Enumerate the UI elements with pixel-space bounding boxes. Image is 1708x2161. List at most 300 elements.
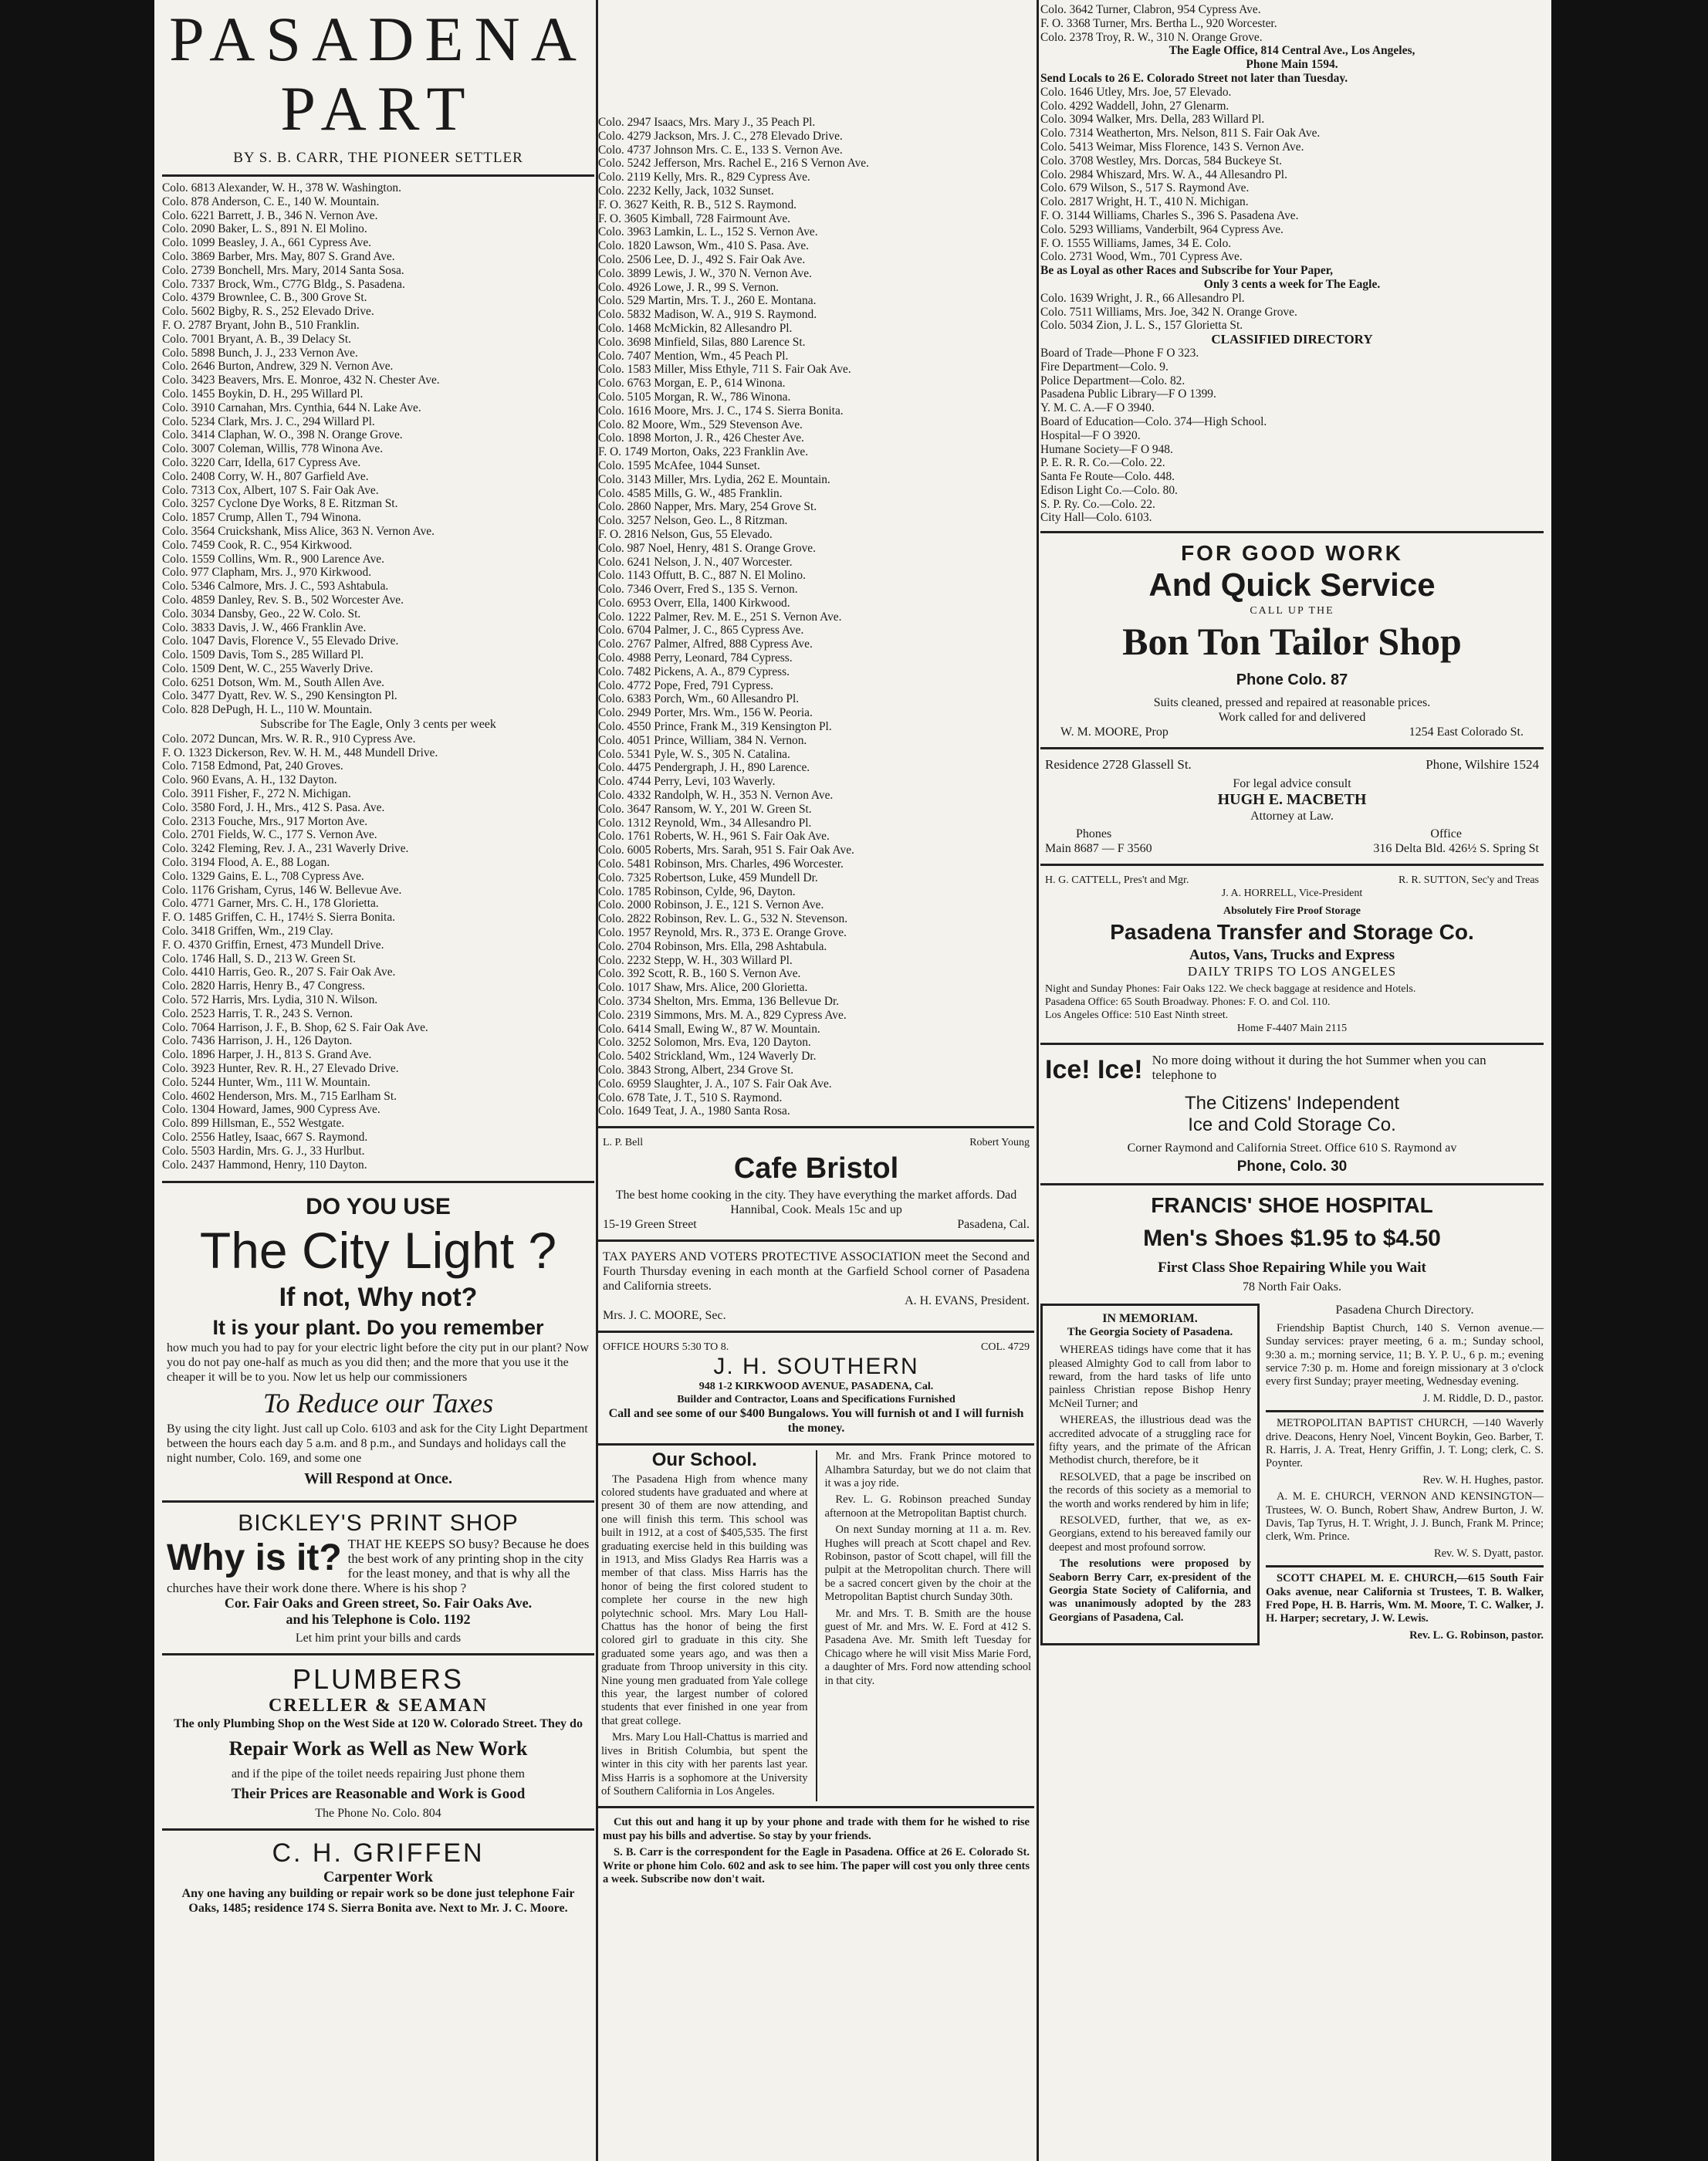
column-rule: [1037, 0, 1039, 2161]
directory-entry: Colo. 1047 Davis, Florence V., 55 Elevado Drive.: [162, 634, 399, 648]
taxpayers-notice: [598, 1246, 1034, 1326]
directory-entry: Colo. 6241 Nelson, J. N., 407 Worcester.: [598, 555, 793, 569]
directory-entry: Colo. 1595 McAfee, 1044 Sunset.: [598, 458, 760, 472]
directory-entry: Colo. 7459 Cook, R. C., 954 Kirkwood.: [162, 538, 353, 552]
griffen-ad: [162, 1835, 594, 1919]
directory-entry: Colo. 4051 Prince, William, 384 N. Vernon.: [598, 733, 807, 747]
directory-entry: Colo. 977 Clapham, Mrs. J., 970 Kirkwood.: [162, 566, 372, 580]
ad-body: Pasadena Office: 65 South Broadway. Phones: F. O. and Col. 110.: [1045, 996, 1331, 1009]
directory-entry: Colo. 1820 Lawson, Wm., 410 S. Pasa. Ave.: [598, 239, 810, 253]
directory-entry: Colo. 4772 Pope, Fred, 791 Cypress.: [598, 678, 774, 692]
directory-entry: Colo. 7325 Robertson, Luke, 459 Mundell Dr.: [598, 871, 818, 884]
directory-entry: F. O. 2787 Bryant, John B., 510 Franklin.: [162, 318, 360, 332]
ad-name: Pasadena Transfer and Storage Co.: [1110, 920, 1474, 945]
directory-entry: Colo. 392 Scott, R. B., 160 S. Vernon Ave.: [598, 967, 801, 981]
directory-entry: S. P. Ry. Co.—Colo. 22.: [1040, 497, 1155, 511]
article-paragraph: Mrs. Mary Lou Hall-Chattus is married and lives in British Columbia, but spent the winter in this city with her parents last year. Miss Harris is a sophomore at the University of Southern California in Los Angeles.: [601, 1731, 808, 1797]
directory-entry: Colo. 3007 Coleman, Willis, 778 Winona Ave.: [162, 442, 384, 456]
article-paragraph: The Pasadena High from whence many colored students have graduated and where at present 30 of them are now attending, and one will finish this term. This school was built in 1912, at a cost of $405,535. The first graduating exercise held in this building was in 1913, and Miss Gladys Rea Harris was a member of that class. Miss Harris has the honor of being the first colored student to complete her course in the new high polytechnic school. Mrs. Mary Lou Hall-Chattus has the honor of being the first colored girl to graduate in this city. She graduated some years ago, and was then a graduate from Throop university in this city. Nine young men graduated from Yale college this year, the largest number of colored students that ever finished in one year from that great college.: [601, 1473, 808, 1727]
southern-ad: [598, 1338, 1034, 1439]
directory-entry: Hospital—F O 3920.: [1040, 428, 1141, 442]
ad-name: Bon Ton Tailor Shop: [1122, 620, 1462, 664]
ad-address: Residence 2728 Glassell St.: [1045, 757, 1192, 773]
directory-entry: Colo. 2984 Whiszard, Mrs. W. A., 44 Allesandro Pl.: [1040, 167, 1287, 181]
ad-body: Call and see some of our $400 Bungalows. You will furnish ot and I will furnish the money.: [608, 1407, 1024, 1436]
ad-address: Corner Raymond and California Street. Office 610 S. Raymond av: [1127, 1141, 1457, 1155]
directory-entry: Colo. 2072 Duncan, Mrs. W. R. R., 910 Cypress Ave.: [162, 732, 416, 746]
directory-entry: Police Department—Colo. 82.: [1040, 374, 1185, 387]
directory-entry: Colo. 4475 Pendergraph, J. H., 890 Larence.: [598, 761, 810, 775]
directory-entry: Colo. 5832 Madison, W. A., 919 S. Raymond.: [598, 308, 817, 322]
ad-officer: R. R. SUTTON, Sec'y and Treas: [1399, 874, 1539, 887]
directory-entry: Colo. 2319 Simmons, Mrs. M. A., 829 Cypress Ave.: [598, 1008, 847, 1022]
ad-label: Office: [1430, 827, 1462, 841]
directory-entry: Colo. 1649 Teat, J. A., 1980 Santa Rosa.: [598, 1104, 790, 1118]
directory-entry: Colo. 2820 Harris, Henry B., 47 Congress.: [162, 979, 365, 993]
directory-entry: Colo. 3910 Carnahan, Mrs. Cynthia, 644 N. Lake Ave.: [162, 401, 421, 414]
ad-subhead: Absolutely Fire Proof Storage: [1223, 905, 1361, 918]
church-pastor: J. M. Riddle, D. D., pastor.: [1422, 1392, 1544, 1405]
church-pastor: Rev. W. S. Dyatt, pastor.: [1433, 1547, 1544, 1560]
ad-name: HUGH E. MACBETH: [1217, 791, 1367, 809]
directory-entry: Colo. 828 DePugh, H. L., 110 W. Mountain.: [162, 703, 373, 717]
loyal-note: Be as Loyal as other Races and Subscribe for Your Paper,: [1040, 264, 1334, 278]
directory-entry: Colo. 3833 Davis, J. W., 466 Franklin Ave.: [162, 621, 367, 634]
directory-list: [1040, 86, 1544, 264]
directory-list: [1040, 3, 1544, 44]
ad-address: 316 Delta Bld. 426½ S. Spring St: [1373, 842, 1539, 856]
directory-entry: F. O. 1485 Griffen, C. H., 174½ S. Sierra Bonita.: [162, 911, 396, 925]
directory-entry: Colo. 899 Hillsman, E., 552 Westgate.: [162, 1117, 345, 1131]
ad-phone: Phone, Wilshire 1524: [1426, 757, 1539, 773]
directory-entry: F. O. 2816 Nelson, Gus, 55 Elevado.: [598, 527, 773, 541]
ad-heading: Cafe Bristol: [733, 1152, 899, 1185]
directory-entry: Colo. 7064 Harrison, J. F., B. Shop, 62 S. Fair Oak Ave.: [162, 1020, 428, 1034]
shoe-hospital-ad: [1040, 1190, 1544, 1297]
directory-entry: Colo. 1222 Palmer, Rev. M. E., 251 S. Vernon Ave.: [598, 610, 842, 624]
directory-entry: Colo. 2232 Kelly, Jack, 1032 Sunset.: [598, 184, 774, 198]
church-title: Pasadena Church Directory.: [1335, 1304, 1474, 1317]
directory-entry: F. O. 1555 Williams, James, 34 E. Colo.: [1040, 236, 1232, 250]
directory-entry: Colo. 7158 Edmond, Pat, 240 Groves.: [162, 759, 343, 773]
notice-president: A. H. EVANS, President.: [905, 1294, 1030, 1308]
memoriam-paragraph: WHEREAS, the illustrious dead was the accredited advocate of a struggling race for fifty years, and the primate of the African Methodist church, therefore, be it: [1049, 1414, 1251, 1467]
directory-entry: Colo. 5481 Robinson, Mrs. Charles, 496 Worcester.: [598, 857, 844, 871]
memoriam-paragraph: The resolutions were proposed by Seaborn Berry Carr, ex-president of the Georgia State Society of California, and was unanimously adopted by the 283 Georgians of Pasadena, Cal.: [1049, 1557, 1251, 1624]
directory-entry: Colo. 1455 Boykin, D. H., 295 Willard Pl.: [162, 387, 364, 401]
ad-body: how much you had to pay for your electric light before the city put in our plant? Now you do not pay one-half as much as you did then; and the more that you use it the cheaper it will be to you. Now let us help our commissioners: [167, 1341, 589, 1385]
ad-subhead: CALL UP THE: [1250, 605, 1334, 617]
ad-proprietor: W. M. MOORE, Prop: [1060, 725, 1169, 739]
ad-body: No more doing without it during the hot Summer when you can telephone to: [1152, 1053, 1486, 1083]
directory-entry: Colo. 1304 Howard, James, 900 Cypress Ave.: [162, 1103, 380, 1117]
article-title: Our School.: [651, 1449, 757, 1471]
ad-address: Cor. Fair Oaks and Green street, So. Fair Oaks Ave.: [224, 1595, 533, 1611]
ad-officer: H. G. CATTELL, Pres't and Mgr.: [1045, 874, 1189, 887]
directory-entry: Colo. 960 Evans, A. H., 132 Dayton.: [162, 773, 337, 787]
directory-entry: Edison Light Co.—Colo. 80.: [1040, 483, 1178, 497]
directory-entry: Colo. 4859 Danley, Rev. S. B., 502 Worcester Ave.: [162, 593, 404, 607]
plumbers-ad: [162, 1660, 594, 1824]
ad-heading: PLUMBERS: [292, 1663, 465, 1696]
directory-entry: Colo. 2767 Palmer, Alfred, 888 Cypress Ave.: [598, 637, 813, 651]
directory-entry: Santa Fe Route—Colo. 448.: [1040, 470, 1175, 484]
ad-subhead: DAILY TRIPS TO LOS ANGELES: [1187, 964, 1397, 979]
ad-phone: COL. 4729: [981, 1341, 1030, 1354]
directory-entry: Colo. 5105 Morgan, R. W., 786 Winona.: [598, 390, 791, 404]
directory-entry: Colo. 7001 Bryant, A. B., 39 Delacy St.: [162, 332, 351, 346]
ad-body: THAT HE KEEPS SO busy? Because he does the best work of any printing shop in the city for the least money, and that is why all the churches have their work done there. Where is his shop ?: [167, 1537, 590, 1596]
directory-entry: Colo. 6813 Alexander, W. H., 378 W. Washington.: [162, 181, 401, 194]
newspaper-page: [154, 0, 1551, 2161]
directory-entry: Colo. 2408 Corry, W. H., 807 Garfield Ave.: [162, 469, 369, 483]
ad-subhead: Autos, Vans, Trucks and Express: [1189, 947, 1395, 964]
directory-entry: Colo. 5242 Jefferson, Mrs. Rachel E., 216 S Vernon Ave.: [598, 157, 869, 171]
directory-entry: Colo. 3923 Hunter, Rev. R. H., 27 Elevado Drive.: [162, 1062, 399, 1075]
classified-list: [1040, 347, 1544, 525]
directory-list: [162, 181, 594, 717]
ad-phone: The Phone No. Colo. 804: [315, 1807, 441, 1821]
directory-entry: Colo. 3194 Flood, A. E., 88 Logan.: [162, 856, 330, 870]
ad-headline: The City Light ?: [199, 1222, 557, 1280]
church-pastor: Rev. W. H. Hughes, pastor.: [1422, 1473, 1544, 1486]
church-entry: Friendship Baptist Church, 140 S. Vernon avenue.—Sunday services: prayer meeting, 6 a. m.; Sunday school, 9:30 a. m.; morning service, 11; B. Y. P. U., 6 p. m.; evening service 7:30 p. m. Home and foreign missionary at 3 o'clock every first Sunday; prayer meeting, Wednesday evening.: [1266, 1321, 1544, 1388]
ad-heading: FRANCIS' SHOE HOSPITAL: [1151, 1193, 1433, 1218]
directory-entry: Colo. 7407 Mention, Wm., 45 Peach Pl.: [598, 349, 789, 363]
transfer-ad: [1040, 871, 1544, 1038]
directory-entry: Colo. 7511 Williams, Mrs. Joe, 342 N. Orange Grove.: [1040, 305, 1297, 319]
directory-entry: Colo. 4332 Randolph, W. H., 353 N. Vernon Ave.: [598, 789, 834, 803]
memoriam-paragraph: WHEREAS tidings have come that it has pleased Almighty God to call from labor to reward, from the hard tasks of life unto painless Christian repose Bishop Henry McNeil Turner; and: [1049, 1344, 1251, 1410]
directory-entry: Colo. 5341 Pyle, W. S., 305 N. Catalina.: [598, 747, 790, 761]
ad-tagline: Will Respond at Once.: [304, 1470, 452, 1488]
directory-entry: Humane Society—F O 948.: [1040, 442, 1173, 456]
directory-entry: Colo. 1017 Shaw, Mrs. Alice, 200 Glorietta.: [598, 981, 808, 995]
directory-entry: Colo. 6959 Slaughter, J. A., 107 S. Fair Oak Ave.: [598, 1077, 832, 1091]
directory-entry: Colo. 1639 Wright, J. R., 66 Allesandro Pl.: [1040, 291, 1245, 305]
directory-entry: Colo. 3869 Barber, Mrs. May, 807 S. Grand Ave.: [162, 249, 395, 263]
ad-tagline: Let him print your bills and cards: [295, 1632, 462, 1645]
directory-entry: Colo. 1509 Davis, Tom S., 285 Willard Pl.: [162, 648, 364, 662]
directory-entry: Colo. 5602 Bigby, R. S., 252 Elevado Drive.: [162, 305, 374, 319]
directory-entry: Colo. 2000 Robinson, J. E., 121 S. Vernon Ave.: [598, 898, 824, 912]
ad-phone: Home F-4407 Main 2115: [1236, 1023, 1348, 1035]
ad-address: 78 North Fair Oaks.: [1243, 1280, 1341, 1294]
directory-entry: Colo. 3708 Westley, Mrs. Dorcas, 584 Buckeye St.: [1040, 154, 1282, 167]
directory-entry: Colo. 5244 Hunter, Wm., 111 W. Mountain.: [162, 1075, 370, 1089]
directory-entry: Colo. 1583 Miller, Miss Ethyle, 711 S. Fair Oak Ave.: [598, 363, 851, 377]
ad-officer: J. A. HORRELL, Vice-President: [1221, 888, 1363, 900]
directory-entry: Colo. 2119 Kelly, Mrs. R., 829 Cypress Ave.: [598, 171, 810, 184]
cafe-bristol-ad: [598, 1133, 1034, 1235]
in-memoriam-box: [1040, 1304, 1260, 1645]
directory-entry: Colo. 2437 Hammond, Henry, 110 Dayton.: [162, 1158, 367, 1172]
directory-entry: Colo. 1312 Reynold, Wm., 34 Allesandro Pl.: [598, 816, 812, 830]
column-1: [162, 0, 594, 2161]
ad-owner: Robert Young: [969, 1137, 1030, 1149]
directory-entry: Colo. 1898 Morton, J. R., 426 Chester Ave.: [598, 431, 804, 445]
ad-headline: Men's Shoes $1.95 to $4.50: [1143, 1226, 1441, 1252]
directory-entry: Colo. 3252 Solomon, Mrs. Eva, 120 Dayton.: [598, 1036, 811, 1050]
directory-entry: Colo. 4771 Garner, Mrs. C. H., 178 Glorietta.: [162, 897, 379, 911]
directory-entry: Colo. 878 Anderson, C. E., 140 W. Mountain.: [162, 194, 380, 208]
memoriam-paragraph: RESOLVED, that a page be inscribed on the records of this society as a memorial to the worth and works rendered by him in life;: [1049, 1470, 1251, 1510]
directory-entry: Colo. 1646 Utley, Mrs. Joe, 57 Elevado.: [1040, 85, 1232, 99]
directory-entry: Colo. 3734 Shelton, Mrs. Emma, 136 Bellevue Dr.: [598, 995, 840, 1008]
directory-entry: Colo. 4926 Lowe, J. R., 99 S. Vernon.: [598, 280, 779, 294]
ad-phone: and his Telephone is Colo. 1192: [286, 1611, 471, 1628]
column-2: [598, 0, 1034, 2161]
directory-entry: Colo. 1329 Gains, E. L., 708 Cypress Ave.: [162, 869, 364, 883]
directory-entry: Colo. 7313 Cox, Albert, 107 S. Fair Oak Ave.: [162, 483, 379, 497]
ad-body: and if the pipe of the toilet needs repairing Just phone them: [232, 1767, 525, 1781]
directory-entry: Colo. 3423 Beavers, Mrs. E. Monroe, 432 N. Chester Ave.: [162, 374, 440, 387]
directory-entry: Colo. 1559 Collins, Wm. R., 900 Larence Ave.: [162, 552, 384, 566]
directory-entry: Colo. 3143 Miller, Mrs. Lydia, 262 E. Mountain.: [598, 472, 830, 486]
directory-entry: Colo. 3564 Cruickshank, Miss Alice, 363 N. Vernon Ave.: [162, 524, 435, 538]
directory-entry: Colo. 5034 Zion, J. L. S., 157 Glorietta St.: [1040, 319, 1243, 333]
directory-list: [1040, 292, 1544, 333]
ad-heading: J. H. SOUTHERN: [713, 1354, 919, 1380]
ad-heading: BICKLEY'S PRINT SHOP: [238, 1510, 519, 1537]
directory-entry: Colo. 4379 Brownlee, C. B., 300 Grove St.: [162, 291, 367, 305]
school-article: [598, 1450, 1034, 1801]
directory-entry: Colo. 6763 Morgan, E. P., 614 Winona.: [598, 377, 786, 391]
directory-entry: Colo. 1785 Robinson, Cylde, 96, Dayton.: [598, 884, 796, 898]
directory-entry: Colo. 3257 Nelson, Geo. L., 8 Ritzman.: [598, 514, 788, 528]
notice-body: Cut this out and hang it up by your phone and trade with them for he wished to rise must pay his bills and advertise. So stay by your friends.: [603, 1816, 1030, 1842]
directory-entry: Colo. 7436 Harrison, J. H., 126 Dayton.: [162, 1034, 353, 1048]
directory-entry: Colo. 7346 Overr, Fred S., 135 S. Vernon.: [598, 583, 798, 597]
eagle-phone: Phone Main 1594.: [1246, 58, 1338, 72]
ad-subhead: If not, Why not?: [279, 1283, 478, 1313]
directory-entry: Colo. 2947 Isaacs, Mrs. Mary J., 35 Peach Pl.: [598, 116, 816, 129]
directory-entry: Colo. 3911 Fisher, F., 272 N. Michigan.: [162, 787, 351, 801]
ad-subhead: Builder and Contractor, Loans and Specifications Furnished: [677, 1394, 955, 1406]
notice-secretary: Mrs. J. C. MOORE, Sec.: [603, 1309, 726, 1323]
directory-entry: Colo. 1761 Roberts, W. H., 961 S. Fair Oak Ave.: [598, 830, 830, 844]
directory-entry: Colo. 5293 Williams, Vanderbilt, 964 Cypress Ave.: [1040, 222, 1284, 236]
eagle-office: The Eagle Office, 814 Central Ave., Los Angeles,: [1169, 44, 1415, 58]
directory-list: [162, 732, 594, 1172]
directory-entry: Colo. 2860 Napper, Mrs. Mary, 254 Grove St.: [598, 500, 817, 514]
ad-subhead: Attorney at Law.: [1250, 810, 1334, 823]
ad-body: Any one having any building or repair work so be done just telephone Fair Oaks, 1485; residence 174 S. Sierra Bonita ave. Next to Mr. J. C. Moore.: [181, 1887, 575, 1916]
directory-entry: Colo. 3477 Dyatt, Rev. W. S., 290 Kensington Pl.: [162, 689, 397, 703]
cutout-notice: [598, 1813, 1034, 1892]
directory-entry: Colo. 4737 Johnson Mrs. C. E., 133 S. Vernon Ave.: [598, 143, 843, 157]
classified-title: CLASSIFIED DIRECTORY: [1211, 332, 1373, 347]
notice-body: S. B. Carr is the correspondent for the Eagle in Pasadena. Office at 26 E. Colorado St. Write or phone him Colo. 602 and ask to see him. The paper will cost you only three cents a week. Subscribe now don't wait.: [603, 1846, 1030, 1885]
directory-entry: Colo. 1746 Hall, S. D., 213 W. Green St.: [162, 952, 356, 966]
ad-heading: C. H. GRIFFEN: [272, 1838, 485, 1868]
ad-subhead: To Reduce our Taxes: [262, 1388, 494, 1419]
directory-entry: Colo. 678 Tate, J. T., 510 S. Raymond.: [598, 1091, 783, 1104]
directory-entry: Colo. 7314 Weatherton, Mrs. Nelson, 811 S. Fair Oak Ave.: [1040, 127, 1321, 140]
directory-entry: Colo. 3580 Ford, J. H., Mrs., 412 S. Pasa. Ave.: [162, 800, 385, 814]
directory-entry: Colo. 6704 Palmer, J. C., 865 Cypress Ave.: [598, 624, 804, 637]
ad-name: Ice and Cold Storage Co.: [1188, 1114, 1396, 1136]
ad-body: For legal advice consult: [1233, 777, 1351, 791]
ad-phone: Main 8687 — F 3560: [1045, 842, 1152, 856]
directory-entry: Colo. 4292 Waddell, John, 27 Glenarm.: [1040, 99, 1229, 113]
directory-list: [598, 116, 1034, 1118]
ad-body: Work called for and delivered: [1218, 711, 1366, 725]
ad-phone: Phone Colo. 87: [1236, 671, 1348, 689]
directory-entry: Colo. 5402 Strickland, Wm., 124 Waverly Dr.: [598, 1050, 817, 1064]
notice-body: TAX PAYERS AND VOTERS PROTECTIVE ASSOCIATION meet the Second and Fourth Thursday evening in each month at the Garfield School corner of Pasadena and California streets.: [603, 1250, 1030, 1294]
ad-address: 1254 East Colorado St.: [1409, 725, 1524, 739]
directory-entry: Colo. 6414 Small, Ewing W., 87 W. Mountain.: [598, 1022, 820, 1036]
directory-entry: Board of Trade—Phone F O 323.: [1040, 346, 1199, 360]
directory-entry: F. O. 3144 Williams, Charles S., 396 S. Pasadena Ave.: [1040, 208, 1299, 222]
directory-entry: Colo. 1957 Reynold, Mrs. R., 373 E. Orange Grove.: [598, 926, 847, 940]
ad-subhead: It is your plant. Do you remember: [212, 1316, 544, 1340]
directory-entry: Colo. 2378 Troy, R. W., 310 N. Orange Grove.: [1040, 30, 1263, 44]
ad-heading: DO YOU USE: [306, 1194, 451, 1220]
directory-entry: P. E. R. R. Co.—Colo. 22.: [1040, 456, 1165, 470]
directory-entry: Colo. 2090 Baker, L. S., 891 N. El Molino.: [162, 222, 367, 236]
directory-entry: Pasadena Public Library—F O 1399.: [1040, 387, 1216, 401]
directory-entry: Colo. 4988 Perry, Leonard, 784 Cypress.: [598, 651, 793, 665]
directory-entry: Colo. 2313 Fouche, Mrs., 917 Morton Ave.: [162, 814, 368, 828]
directory-entry: Colo. 3418 Griffen, Wm., 219 Clay.: [162, 925, 333, 938]
ad-body: Suits cleaned, pressed and repaired at reasonable prices.: [1153, 696, 1431, 710]
directory-entry: Colo. 1616 Moore, Mrs. J. C., 174 S. Sierra Bonita.: [598, 404, 844, 418]
directory-entry: Colo. 3647 Ransom, W. Y., 201 W. Green St.: [598, 802, 812, 816]
directory-entry: Colo. 3094 Walker, Mrs. Della, 283 Willard Pl.: [1040, 113, 1265, 127]
church-pastor: Rev. L. G. Robinson, pastor.: [1409, 1628, 1544, 1642]
directory-entry: Colo. 3220 Carr, Idella, 617 Cypress Ave.: [162, 455, 361, 469]
directory-entry: Colo. 4279 Jackson, Mrs. J. C., 278 Elevado Drive.: [598, 129, 843, 143]
directory-entry: Colo. 7337 Brock, Wm., C77G Bldg., S. Pasadena.: [162, 277, 405, 291]
ad-address: 15-19 Green Street: [603, 1218, 697, 1232]
directory-entry: Colo. 987 Noel, Henry, 481 S. Orange Grove.: [598, 541, 816, 555]
directory-entry: Colo. 4744 Perry, Levi, 103 Waverly.: [598, 775, 776, 789]
directory-entry: Colo. 6221 Barrett, J. B., 346 N. Vernon Ave.: [162, 208, 378, 222]
ad-body: By using the city light. Just call up Colo. 6103 and ask for the City Light Department between the hours each day 5 a.m. and 8 p.m., and Sundays and holidays call the night number, Colo. 169, and some one: [167, 1422, 588, 1466]
memoriam-paragraph: RESOLVED, further, that we, as ex-Georgians, extend to his bereaved family our deepest and most profound sorrow.: [1049, 1513, 1251, 1554]
article-paragraph: Mr. and Mrs. Frank Prince motored to Alhambra Saturday, but we do not claim that it was a joy ride.: [824, 1450, 1031, 1490]
subscribe-note: Subscribe for The Eagle, Only 3 cents per week: [260, 718, 496, 732]
directory-entry: Colo. 5234 Clark, Mrs. J. C., 294 Willard Pl.: [162, 414, 375, 428]
ad-subhead: First Class Shoe Repairing While you Wait: [1158, 1260, 1426, 1277]
ad-heading: Ice! Ice!: [1045, 1055, 1143, 1085]
directory-entry: Y. M. C. A.—F O 3940.: [1040, 401, 1155, 415]
directory-entry: Colo. 3642 Turner, Clabron, 954 Cypress Ave.: [1040, 3, 1261, 16]
ad-city: Pasadena, Cal.: [957, 1218, 1030, 1232]
directory-entry: Colo. 3257 Cyclone Dye Works, 8 E. Ritzman St.: [162, 497, 398, 511]
church-entry: SCOTT CHAPEL M. E. CHURCH,—615 South Fair Oaks avenue, near California st Trustees, T. B. Walker, Fred Pope, H. B. Harris, Wm. M. Moore, T. C. Walker, J. H. Harper; secretary, J. W. Lewis.: [1266, 1572, 1544, 1625]
directory-entry: Board of Education—Colo. 374—High School.: [1040, 414, 1267, 428]
directory-entry: Colo. 1468 McMickin, 82 Allesandro Pl.: [598, 321, 793, 335]
directory-entry: Colo. 1857 Crump, Allen T., 794 Winona.: [162, 511, 362, 525]
directory-entry: Colo. 2556 Hatley, Isaac, 667 S. Raymond.: [162, 1130, 368, 1144]
directory-entry: Colo. 529 Martin, Mrs. T. J., 260 E. Montana.: [598, 294, 817, 308]
ad-body: Los Angeles Office: 510 East Ninth street.: [1045, 1009, 1229, 1022]
church-entry: A. M. E. CHURCH, VERNON AND KENSINGTON—Trustees, W. O. Bunch, Robert Shaw, Andrew Burton, J. W. Davis, Tap Tyrus, H. T. Wright, J. J. Bunch, Frank M. Prince; clerk, Wm. Prince.: [1266, 1490, 1544, 1544]
directory-entry: Colo. 1176 Grisham, Cyrus, 146 W. Bellevue Ave.: [162, 883, 402, 897]
masthead-title: PASADENA PART: [169, 4, 587, 144]
directory-entry: Colo. 1143 Offutt, B. C., 887 N. El Molino.: [598, 569, 806, 583]
directory-entry: Colo. 1099 Beasley, J. A., 661 Cypress Ave.: [162, 236, 372, 250]
masthead-byline: BY S. B. CARR, THE PIONEER SETTLER: [233, 150, 523, 166]
memoriam-org: The Georgia Society of Pasadena.: [1067, 1325, 1233, 1338]
ad-owner: L. P. Bell: [603, 1137, 644, 1149]
directory-entry: Colo. 7482 Pickens, A. A., 879 Cypress.: [598, 665, 790, 678]
directory-entry: Colo. 2704 Robinson, Mrs. Ella, 298 Ashtabula.: [598, 939, 827, 953]
ad-subhead: Carpenter Work: [323, 1868, 434, 1886]
ad-hours: OFFICE HOURS 5:30 TO 8.: [603, 1341, 729, 1354]
directory-entry: F. O. 3368 Turner, Mrs. Bertha L., 920 Worcester.: [1040, 16, 1277, 30]
directory-entry: Colo. 3242 Fleming, Rev. J. A., 231 Waverly Drive.: [162, 842, 409, 856]
directory-entry: F. O. 4370 Griffin, Ernest, 473 Mundell Drive.: [162, 938, 384, 952]
directory-entry: Colo. 5503 Hardin, Mrs. G. J., 33 Hurlbut.: [162, 1144, 365, 1158]
ad-body: Night and Sunday Phones: Fair Oaks 122. We check baggage at residence and Hotels.: [1045, 983, 1416, 996]
ice-ad: [1040, 1050, 1544, 1179]
church-entry: METROPOLITAN BAPTIST CHURCH, —140 Waverly drive. Deacons, Henry Noel, Vincent Boykin, Geo. Barber, T. R. Harris, J. A. Treat, Henry Griffin, J. T. Long; clerk, C. S. Poynter.: [1266, 1417, 1544, 1470]
directory-entry: City Hall—Colo. 6103.: [1040, 511, 1152, 525]
memoriam-title: IN MEMORIAM.: [1102, 1312, 1198, 1326]
directory-entry: Colo. 4602 Henderson, Mrs. M., 715 Earlham St.: [162, 1089, 397, 1103]
ad-tagline: Their Prices are Reasonable and Work is Good: [231, 1786, 526, 1803]
directory-entry: Colo. 1896 Harper, J. H., 813 S. Grand Ave.: [162, 1048, 372, 1062]
directory-entry: Colo. 82 Moore, Wm., 529 Stevenson Ave.: [598, 418, 803, 431]
article-paragraph: On next Sunday morning at 11 a. m. Rev. Hughes will preach at Scott chapel and Rev. Robinson, pastor of Scott chapel, will fill the pulpit at the Metropolitan church. There will be a sacred concert given by the choir at the Metropolitan Baptist church Sunday 30th.: [824, 1524, 1031, 1604]
church-directory: [1266, 1304, 1544, 1645]
bickley-ad: [162, 1507, 594, 1649]
directory-entry: F. O. 1749 Morton, Oaks, 223 Franklin Ave.: [598, 445, 809, 459]
directory-entry: Colo. 6383 Porch, Wm., 60 Allesandro Pl.: [598, 692, 800, 706]
directory-entry: Colo. 3843 Strong, Albert, 234 Grove St.: [598, 1063, 794, 1077]
directory-entry: Colo. 4410 Harris, Geo. R., 207 S. Fair Oak Ave.: [162, 966, 396, 979]
directory-entry: Colo. 6953 Overr, Ella, 1400 Kirkwood.: [598, 596, 790, 610]
directory-entry: Colo. 2646 Burton, Andrew, 329 N. Vernon Ave.: [162, 360, 394, 374]
directory-entry: Colo. 5898 Bunch, J. J., 233 Vernon Ave.: [162, 346, 358, 360]
bon-ton-ad: [1040, 538, 1544, 742]
directory-entry: Colo. 2731 Wood, Wm., 701 Cypress Ave.: [1040, 250, 1243, 264]
city-light-ad: [162, 1188, 594, 1496]
directory-entry: Colo. 3963 Lamkin, L. L., 152 S. Vernon Ave.: [598, 225, 818, 239]
directory-entry: F. O. 3605 Kimball, 728 Fairmount Ave.: [598, 211, 790, 225]
directory-entry: Colo. 2739 Bonchell, Mrs. Mary, 2014 Santa Sosa.: [162, 263, 404, 277]
ad-heading: FOR GOOD WORK: [1181, 541, 1403, 566]
ad-headline: And Quick Service: [1148, 566, 1436, 604]
directory-entry: Colo. 3034 Dansby, Geo., 22 W. Colo. St.: [162, 607, 361, 621]
directory-entry: Colo. 5413 Weimar, Miss Florence, 143 S. Vernon Ave.: [1040, 140, 1304, 154]
directory-entry: Colo. 1509 Dent, W. C., 255 Waverly Drive.: [162, 661, 374, 675]
ad-body: The best home cooking in the city. They have everything the market affords. Dad Hannibal, Cook. Meals 15c and up: [615, 1189, 1017, 1217]
directory-entry: Colo. 3698 Minfield, Silas, 880 Larence St.: [598, 335, 806, 349]
ad-headline: Why is it?: [167, 1537, 342, 1579]
directory-entry: Colo. 572 Harris, Mrs. Lydia, 310 N. Wilson.: [162, 993, 378, 1007]
column-3: [1040, 0, 1544, 2161]
ad-headline: Repair Work as Well as New Work: [228, 1737, 528, 1760]
directory-entry: Colo. 2817 Wright, H. T., 410 N. Michigan.: [1040, 195, 1249, 209]
ad-name: CRELLER & SEAMAN: [268, 1696, 489, 1716]
directory-entry: F. O. 1323 Dickerson, Rev. W. H. M., 448 Mundell Drive.: [162, 746, 438, 759]
directory-entry: Colo. 6251 Dotson, Wm. M., South Allen Ave.: [162, 675, 385, 689]
article-paragraph: Mr. and Mrs. T. B. Smith are the house guest of Mr. and Mrs. W. E. Ford at 412 S. Pasadena Ave. Mr. Smith left Tuesday for Chicago where he will visit Miss Marie Ford, a daughter of Mrs. Ford now attending school in that city.: [824, 1607, 1031, 1687]
directory-entry: Colo. 2949 Porter, Mrs. Wm., 156 W. Peoria.: [598, 706, 813, 720]
locals-note: Send Locals to 26 E. Colorado Street not later than Tuesday.: [1040, 71, 1348, 85]
directory-entry: Colo. 2232 Stepp, W. H., 303 Willard Pl.: [598, 953, 793, 967]
directory-entry: Colo. 679 Wilson, S., 517 S. Raymond Ave.: [1040, 181, 1250, 195]
directory-entry: Colo. 4585 Mills, G. W., 485 Franklin.: [598, 486, 783, 500]
directory-entry: Colo. 3899 Lewis, J. W., 370 N. Vernon Ave.: [598, 266, 812, 280]
macbeth-ad: [1040, 754, 1544, 859]
directory-entry: Colo. 6005 Roberts, Mrs. Sarah, 951 S. Fair Oak Ave.: [598, 844, 854, 857]
